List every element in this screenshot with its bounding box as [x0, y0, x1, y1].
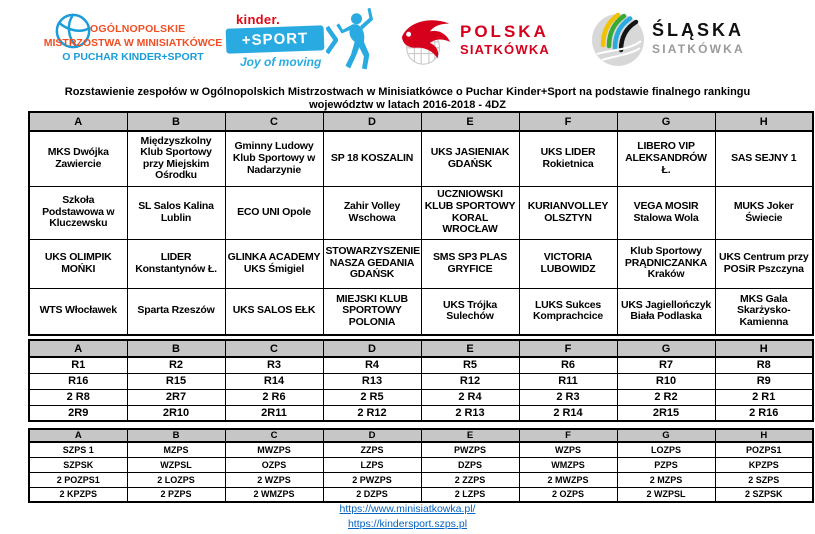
polska-logo-line1: POLSKA — [460, 22, 549, 41]
table-cell: 2R11 — [225, 405, 323, 421]
polska-siatkowka-logo — [398, 13, 576, 69]
column-header-d: D — [323, 112, 421, 131]
table-cell: Gminny Ludowy Klub Sportowy w Nadarzynie — [225, 131, 323, 186]
minisiatkowka-logo-line1: OGÓLNOPOLSKIE — [90, 23, 186, 35]
table-cell: R5 — [421, 357, 519, 373]
table-cell: Międzyszkolny Klub Sportowy przy Miejskim Ośrodku — [127, 131, 225, 186]
table-row — [29, 288, 813, 335]
table-cell: 2 SZPSK — [715, 487, 813, 502]
table-cell: UKS SALOS EŁK — [225, 288, 323, 335]
table-cell: 2 WZPSL — [617, 487, 715, 502]
table-cell: R12 — [421, 373, 519, 389]
table-cell: 2 R13 — [421, 405, 519, 421]
column-header-e: E — [421, 429, 519, 442]
table-cell: 2 LOZPS — [127, 472, 225, 487]
table-cell: Szkoła Podstawowa w Kluczewsku — [29, 186, 127, 239]
column-header-a: A — [29, 340, 127, 357]
table-cell: UKS Trójka Sulechów — [421, 288, 519, 335]
table-cell: PZPS — [617, 457, 715, 472]
striped-volleyball-icon — [590, 12, 646, 68]
table-cell: MKS Gala Skarżysko-Kamienna — [715, 288, 813, 335]
column-header-d: D — [323, 340, 421, 357]
table-cell: R6 — [519, 357, 617, 373]
minisiatkowka-logo — [30, 12, 236, 74]
table-cell: SZPSK — [29, 457, 127, 472]
table-row — [29, 389, 813, 405]
table-cell: ECO UNI Opole — [225, 186, 323, 239]
column-header-b: B — [127, 429, 225, 442]
table-cell: 2 R6 — [225, 389, 323, 405]
tables-area — [28, 111, 814, 503]
table-row — [29, 131, 813, 186]
footer-links — [0, 501, 815, 531]
table-cell: Klub Sportowy PRĄDNICZANKA Kraków — [617, 239, 715, 288]
table-cell: 2 MWZPS — [519, 472, 617, 487]
column-header-e: E — [421, 340, 519, 357]
table-cell: 2R10 — [127, 405, 225, 421]
table-cell: WTS Włocławek — [29, 288, 127, 335]
minisiatkowka-logo-line3: O PUCHAR KINDER+SPORT — [62, 51, 204, 63]
table-cell: WMZPS — [519, 457, 617, 472]
column-header-e: E — [421, 112, 519, 131]
table-cell: R16 — [29, 373, 127, 389]
table-row — [29, 239, 813, 288]
table-cell: KURIANVOLLEY OLSZTYN — [519, 186, 617, 239]
column-header-h: H — [715, 429, 813, 442]
table-cell: R14 — [225, 373, 323, 389]
table-cell: 2 SZPS — [715, 472, 813, 487]
table-cell: 2R9 — [29, 405, 127, 421]
table-cell: R9 — [715, 373, 813, 389]
page-title-line2: województw w latach 2016-2018 - 4DZ — [309, 98, 506, 111]
table-cell: PWZPS — [421, 442, 519, 457]
table-cell: UKS OLIMPIK MOŃKI — [29, 239, 127, 288]
table-cell: 2 R8 — [29, 389, 127, 405]
table-row — [29, 373, 813, 389]
table-cell: GLINKA ACADEMY UKS Śmigiel — [225, 239, 323, 288]
table-cell: R11 — [519, 373, 617, 389]
table-cell: 2 R16 — [715, 405, 813, 421]
column-header-f: F — [519, 429, 617, 442]
table-cell: DZPS — [421, 457, 519, 472]
column-header-c: C — [225, 429, 323, 442]
table-cell: SP 18 KOSZALIN — [323, 131, 421, 186]
minisiatkowka-link[interactable]: https://www.minisiatkowka.pl/ — [339, 503, 476, 515]
table-cell: UKS LIDER Rokietnica — [519, 131, 617, 186]
kindersport-link[interactable]: https://kindersport.szps.pl — [347, 518, 468, 530]
column-header-h: H — [715, 112, 813, 131]
table-cell: ZZPS — [323, 442, 421, 457]
column-header-c: C — [225, 340, 323, 357]
table-cell: STOWARZYSZENIE NASZA GEDANIA GDAŃSK — [323, 239, 421, 288]
table-row — [29, 357, 813, 373]
kinder-sport-badge: +SPORT — [226, 25, 325, 53]
table-cell: 2 PZPS — [127, 487, 225, 502]
table-row — [29, 405, 813, 421]
table-cell: 2 WZPS — [225, 472, 323, 487]
table-cell: 2 R3 — [519, 389, 617, 405]
column-header-a: A — [29, 429, 127, 442]
column-header-b: B — [127, 112, 225, 131]
table-cell: SAS SEJNY 1 — [715, 131, 813, 186]
table-cell: R2 — [127, 357, 225, 373]
teams-table — [28, 111, 814, 336]
table-cell: R15 — [127, 373, 225, 389]
slaska-logo-line1: ŚLĄSKA — [652, 20, 745, 40]
table-cell: LZPS — [323, 457, 421, 472]
table-cell: Zahir Volley Wschowa — [323, 186, 421, 239]
minisiatkowka-logo-line2: MISTRZOSTWA W MINISIATKÓWCE — [43, 37, 223, 49]
table-cell: MKS Dwójka Zawiercie — [29, 131, 127, 186]
table-row — [29, 457, 813, 472]
table-cell: UKS Centrum przy POSiR Pszczyna — [715, 239, 813, 288]
column-header-g: G — [617, 429, 715, 442]
table-cell: SL Salos Kalina Lublin — [127, 186, 225, 239]
table-cell: OZPS — [225, 457, 323, 472]
table-cell: MUKS Joker Świecie — [715, 186, 813, 239]
slaska-siatkowka-logo — [590, 12, 766, 70]
table-cell: 2 MZPS — [617, 472, 715, 487]
column-header-b: B — [127, 340, 225, 357]
table-cell: 2 KPZPS — [29, 487, 127, 502]
ranking-seeds-table — [28, 339, 814, 422]
table-cell: VICTORIA LUBOWIDZ — [519, 239, 617, 288]
table-cell: 2 R4 — [421, 389, 519, 405]
table-cell: LIBERO VIP ALEKSANDRÓW Ł. — [617, 131, 715, 186]
table-cell: LIDER Konstantynów Ł. — [127, 239, 225, 288]
table-cell: VEGA MOSIR Stalowa Wola — [617, 186, 715, 239]
table-cell: R7 — [617, 357, 715, 373]
table-cell: R8 — [715, 357, 813, 373]
column-header-a: A — [29, 112, 127, 131]
federations-table — [28, 428, 814, 503]
table-cell: R1 — [29, 357, 127, 373]
column-header-h: H — [715, 340, 813, 357]
table-cell: 2 ZZPS — [421, 472, 519, 487]
table-cell: 2 R1 — [715, 389, 813, 405]
table-cell: LUKS Sukces Komprachcice — [519, 288, 617, 335]
eagle-volleyball-icon — [398, 13, 456, 69]
table-cell: R13 — [323, 373, 421, 389]
kinder-tagline-text: Joy of moving — [240, 55, 322, 69]
table-cell: MIEJSKI KLUB SPORTOWY POLONIA — [323, 288, 421, 335]
table-cell: Sparta Rzeszów — [127, 288, 225, 335]
table-cell: 2 DZPS — [323, 487, 421, 502]
table-cell: UCZNIOWSKI KLUB SPORTOWY KORAL WROCŁAW — [421, 186, 519, 239]
table-row — [29, 186, 813, 239]
table-cell: 2 POZPS1 — [29, 472, 127, 487]
table-cell: UKS Jagiellończyk Biała Podlaska — [617, 288, 715, 335]
kinder-brand-text: kinder. — [236, 12, 281, 27]
table-row — [29, 487, 813, 502]
table-cell: R3 — [225, 357, 323, 373]
table-cell: 2 LZPS — [421, 487, 519, 502]
table-cell: WZPS — [519, 442, 617, 457]
column-header-g: G — [617, 340, 715, 357]
polska-logo-line2: SIATKÓWKA — [460, 42, 550, 57]
table-cell: 2 R5 — [323, 389, 421, 405]
kinder-sport-logo — [224, 10, 374, 74]
table-row — [29, 472, 813, 487]
table-cell: LOZPS — [617, 442, 715, 457]
table-cell: 2 PWZPS — [323, 472, 421, 487]
page-title — [0, 86, 815, 111]
table-cell: MWZPS — [225, 442, 323, 457]
table-cell: R10 — [617, 373, 715, 389]
slaska-logo-line2: SIATKÓWKA — [652, 42, 745, 56]
table-cell: WZPSL — [127, 457, 225, 472]
table-cell: SMS SP3 PLAS GRYFICE — [421, 239, 519, 288]
page-title-line1: Rozstawienie zespołów w Ogólnopolskich Mistrzostwach w Minisiatkówce o Puchar Kinder+Sport na podstawie finalnego rankingu — [64, 86, 751, 98]
column-header-c: C — [225, 112, 323, 131]
table-cell: 2 R12 — [323, 405, 421, 421]
column-header-f: F — [519, 340, 617, 357]
table-cell: 2 OZPS — [519, 487, 617, 502]
table-cell: 2 WMZPS — [225, 487, 323, 502]
table-cell: R4 — [323, 357, 421, 373]
jumping-person-icon — [328, 4, 374, 74]
column-header-d: D — [323, 429, 421, 442]
table-cell: UKS JASIENIAK GDAŃSK — [421, 131, 519, 186]
table-cell: 2R15 — [617, 405, 715, 421]
table-cell: MZPS — [127, 442, 225, 457]
table-cell: 2 R14 — [519, 405, 617, 421]
table-cell: KPZPS — [715, 457, 813, 472]
table-cell: SZPS 1 — [29, 442, 127, 457]
table-cell: 2 R2 — [617, 389, 715, 405]
table-cell: 2R7 — [127, 389, 225, 405]
table-cell: POZPS1 — [715, 442, 813, 457]
column-header-f: F — [519, 112, 617, 131]
column-header-g: G — [617, 112, 715, 131]
table-row — [29, 442, 813, 457]
